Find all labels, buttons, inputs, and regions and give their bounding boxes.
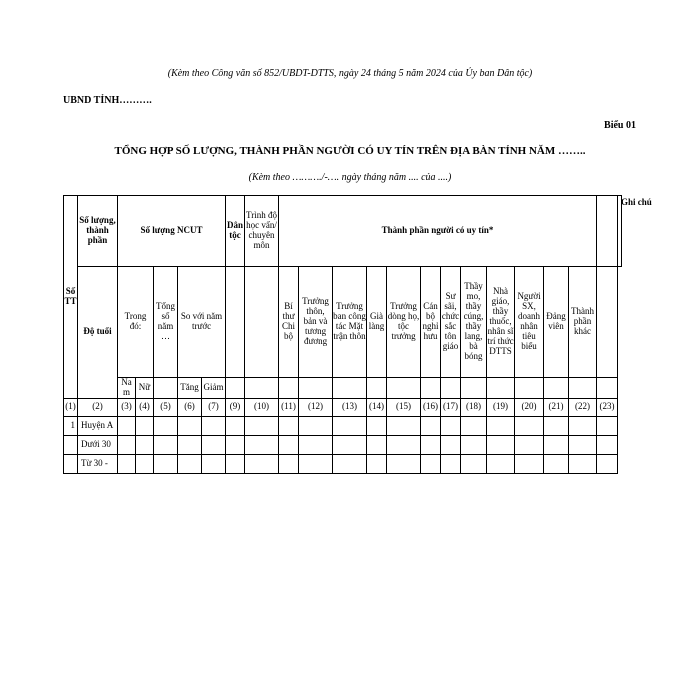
column-number: (2) bbox=[78, 398, 118, 416]
header-education-sub bbox=[245, 267, 279, 378]
header-education-level: Trình độ học vấn/ chuyên môn bbox=[245, 196, 279, 267]
column-number-row bbox=[64, 398, 622, 416]
column-number: (22) bbox=[569, 398, 597, 416]
header-including: Trong đó: bbox=[118, 267, 154, 378]
form-code: Biểu 01 bbox=[604, 120, 636, 131]
row-label: Huyện A bbox=[78, 416, 118, 435]
table-row bbox=[64, 454, 622, 473]
row-stt: 1 bbox=[64, 416, 78, 435]
header-row-3 bbox=[64, 378, 622, 399]
column-number: (10) bbox=[245, 398, 279, 416]
header-ncut-count: Số lượng NCUT bbox=[118, 196, 226, 267]
header-row-1 bbox=[64, 196, 622, 267]
header-retired-official: Cán bộ nghỉ hưu bbox=[421, 267, 441, 378]
header-stt: Số TT bbox=[64, 196, 78, 399]
column-number: (7) bbox=[202, 398, 226, 416]
row-label: Từ 30 - bbox=[78, 454, 118, 473]
header-female: Nữ bbox=[136, 378, 154, 399]
reference-line: (Kèm theo Công văn số 852/UBDT-DTTS, ngày 24 tháng 5 năm 2024 của Ủy ban Dân tộc) bbox=[167, 68, 533, 79]
header-notes: Ghi chú bbox=[618, 196, 622, 267]
attachment-line: (Kèm theo ………./-…. ngày tháng năm .... của ....) bbox=[248, 172, 452, 183]
header-village-elder: Già làng bbox=[367, 267, 387, 378]
column-number: (15) bbox=[387, 398, 421, 416]
header-ethnicity-sub bbox=[226, 267, 245, 378]
organization-name: UBND TỈNH………. bbox=[63, 95, 152, 106]
header-party-secretary: Bí thư Chi bộ bbox=[279, 267, 299, 378]
header-age-group: Độ tuổi bbox=[78, 267, 118, 399]
column-number: (3) bbox=[118, 398, 136, 416]
header-increase: Tăng bbox=[178, 378, 202, 399]
row-label: Dưới 30 bbox=[78, 435, 118, 454]
row-stt bbox=[64, 454, 78, 473]
header-total-year: Tổng số năm … bbox=[154, 267, 178, 378]
header-teacher-doctor-intellectual: Nhà giáo, thầy thuốc, nhân sĩ trí thức DTTS bbox=[487, 267, 515, 378]
header-religious-dignitary: Sư sãi, chức sắc tôn giáo bbox=[441, 267, 461, 378]
table-row bbox=[64, 435, 622, 454]
header-ethnicity: Dân tộc bbox=[226, 196, 245, 267]
column-number: (1) bbox=[64, 398, 78, 416]
column-number: (5) bbox=[154, 398, 178, 416]
column-number: (18) bbox=[461, 398, 487, 416]
column-number: (20) bbox=[515, 398, 544, 416]
column-number: (9) bbox=[226, 398, 245, 416]
column-number: (17) bbox=[441, 398, 461, 416]
column-number: (4) bbox=[136, 398, 154, 416]
table-row bbox=[64, 416, 622, 435]
header-compared-prev-year: So với năm trước bbox=[178, 267, 226, 378]
header-composition: Thành phần người có uy tín* bbox=[279, 196, 597, 267]
header-male: Nam bbox=[118, 378, 136, 399]
header-total-sub bbox=[154, 378, 178, 399]
column-number: (23) bbox=[597, 398, 618, 416]
column-number: (21) bbox=[544, 398, 569, 416]
column-number: (12) bbox=[299, 398, 333, 416]
header-row-2 bbox=[64, 267, 622, 378]
header-business-person: Người SX, doanh nhân tiêu biểu bbox=[515, 267, 544, 378]
document-title: TỔNG HỢP SỐ LƯỢNG, THÀNH PHẦN NGƯỜI CÓ UY TÍN TRÊN ĐỊA BÀN TỈNH NĂM …….. bbox=[114, 145, 586, 157]
column-number: (14) bbox=[367, 398, 387, 416]
header-decrease: Giảm bbox=[202, 378, 226, 399]
header-clan-head: Trưởng dòng họ, tộc trưởng bbox=[387, 267, 421, 378]
column-number: (19) bbox=[487, 398, 515, 416]
row-stt bbox=[64, 435, 78, 454]
column-number: (6) bbox=[178, 398, 202, 416]
header-shaman: Thầy mo, thầy cúng, thầy lang, bà bóng bbox=[461, 267, 487, 378]
header-front-committee-head: Trưởng ban công tác Mặt trận thôn bbox=[333, 267, 367, 378]
header-quantity-composition: Số lượng, thành phần bbox=[78, 196, 118, 267]
column-number: (11) bbox=[279, 398, 299, 416]
column-number: (13) bbox=[333, 398, 367, 416]
header-party-member: Đảng viên bbox=[544, 267, 569, 378]
header-village-head: Trưởng thôn, bản và tương đương bbox=[299, 267, 333, 378]
column-number: (16) bbox=[421, 398, 441, 416]
header-other-composition: Thành phần khác bbox=[569, 267, 597, 378]
summary-table bbox=[63, 195, 652, 474]
header-notes-sub bbox=[597, 267, 618, 378]
header-blank bbox=[597, 196, 618, 267]
